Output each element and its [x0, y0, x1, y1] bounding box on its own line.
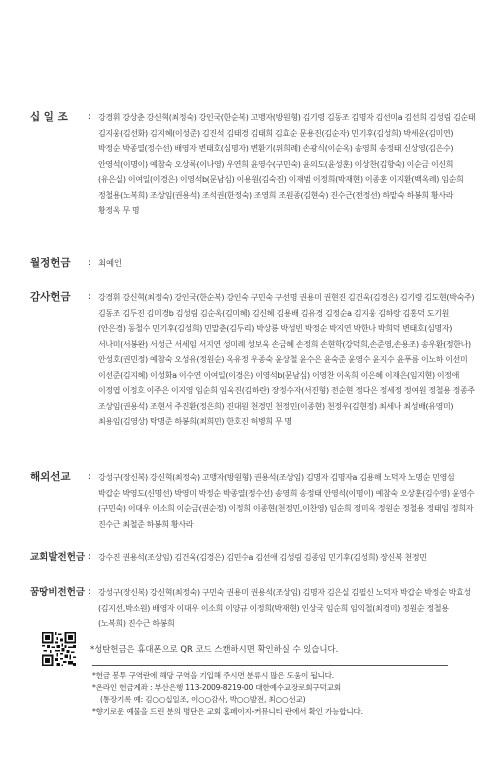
tithe-colon: :: [88, 112, 92, 122]
overseas-names: 강성구(장신복) 강신혁(최정숙) 고맹자(방원형) 권용석(조상임) 김명자 김명자a 김용해 노덕자 노명순 민영심 박갑순 박영도(신명선) 박영미 박정순 박종열(정수선) 송영희 송정태 안영석(이명이) 예참숙 오상훈(김수영) 윤영수(구민숙) 이대우 이소희 이순금(권순정) 이정희 이종현(천정민,이찬영) 임순희 정미옥 정원순 정철용 정태임 정희자 진수근 최철준 하봉희 황사라: [98, 473, 475, 529]
tithe-label: 십 일 조: [30, 111, 68, 123]
overseas-label: 해외선교: [30, 471, 71, 483]
note-envelope: *헌금 봉투 구역란에 해당 구역을 기입해 주시면 분류시 많은 도움이 됩니다.: [92, 671, 335, 680]
note-bank-example: (통장기록 예: 김○○십일조, 이○○감사, 박○○발전, 최○○선교): [100, 695, 306, 704]
dream-seed-colon: :: [88, 587, 92, 597]
note-homepage: *향기로운 예물을 드린 분의 명단은 교회 홈페이지-커뮤니티 란에서 확인 가능합니다.: [92, 707, 363, 716]
thanks-label: 감사헌금: [30, 291, 71, 303]
dream-seed-names: 강성구(장신복) 강신혁(최정숙) 구민숙 권용미 권용석(조상임) 김명자 김은실 김필신 노덕자 박갑순 박정순 박효성(김지선,박소원) 배영자 이대우 이소희 이양규 이정희(박재현) 인상국 임순희 임익철(최경미) 정원순 정철용(노복희) 진수근 하봉희: [98, 588, 471, 628]
church-building-colon: :: [88, 552, 92, 562]
thanks-colon: :: [88, 292, 92, 302]
church-building-names: 강수진 권용석(조상임) 김건욱(김경은) 김민수a 김선애 김성림 김종임 민기후(김성희) 장신복 천정민: [98, 553, 427, 562]
thanks-section: [30, 290, 476, 430]
monthly-colon: :: [88, 258, 92, 268]
church-building-section: [30, 550, 476, 566]
dream-seed-section: [30, 585, 476, 632]
dream-seed-label: 꿈땅비전헌금: [30, 587, 86, 598]
qr-note: *성탄헌금은 휴대폰으로 QR 코드 스캔하시면 확인하실 수 있습니다.: [90, 644, 339, 654]
note-bank-account: *온라인 헌금계좌 : 부산은행 113-2009-8219-00 대한예수교장로회구덕교회: [92, 683, 341, 692]
qr-code-icon[interactable]: [42, 632, 76, 666]
monthly-label: 월정헌금: [30, 257, 71, 269]
notes-block: [92, 670, 472, 718]
overseas-colon: :: [88, 472, 92, 482]
divider: [92, 665, 448, 666]
monthly-names: 최예인: [98, 258, 122, 268]
tithe-names: 강경휘 강상춘 강신혁(최정숙) 강인국(한순복) 고맹자(방원형) 김기령 김동조 김명자 김선미a 김선희 김성림 김순태 김지웅(김선화) 김지혜(이성준) 김진석 김태경 김태희 김효순 문용진(김순자) 민기후(김성희) 박세운(김미연) 박정순 박종열(정수선) 배영자 변태호(심명자) 변환기(위희례) 손광식(이순옥) 송영희 송정태 신상영(김은수) 안영석(이명이) 예참숙 오상록(이나영) 우연희 윤영수(구민숙) 윤의도(윤성훈) 이상찬(김향숙) 이순금 이신희(유은실) 이여일(이경은) 이영석b(문남심) 이용원(김숙진) 이재범 이정희(박재현) 이종훈 이지환(백옥례) 임순희 정철용(노복희) 조상임(권용석) 조석권(한정숙) 조영희 조원종(김현숙) 진수근(전정선) 하맡숙 하봉희 황사라 황정옥 무 명: [98, 113, 476, 215]
monthly-section: [30, 256, 476, 272]
church-building-label: 교회발전헌금: [30, 552, 86, 563]
thanks-names: 강경휘 강신혁(최정숙) 강인국(한순복) 강인숙 구민숙 구선명 권용미 권현진 김건욱(김경은) 김기령 김도현(박숙주) 김동조 김두진 김미경b 김성림 김순옥(김미혜) 김신혜 김용배 김유경 김정순a 김지웅 김하랑 김홍덕 도기원(안은경) 동철수 민기후(김성희) 민말춘(김두리) 박상룡 박성빈 박정순 박지연 박한나 박희덕 변태호(심명자) 서나미(서봉완) 서성근 서세임 서지연 성미례 성보욱 손금혜 손정희 손현학(강덕희,손준영,손용조) 송우환(정한나) 안성호(권민정) 예참숙 오성유(정원순) 옥유정 우종숙 윤상철 윤수은 윤숙준 윤영수 윤지수 윤푸름 이노하 이선미 이선준(김지혜) 이성화a 이수연 이여일(이경은) 이영석b(문남심) 이영찬 이옥희 이은혜 이재은(임지현) 이정애 이정엽 이정호 이주은 이지영 임순희 임욱진(김하란) 장정수자(서진형) 전순현 정다은 정세정 정여원 정철용 정종주 조상임(권용석) 조현서 주진환(정은희) 진대원 천경민 천정민(이종현) 천정우(김현정) 최세나 최성배(유영미) 최용임(김영상) 탁명준 하봉희(최희민) 한호진 허병희 무 명: [98, 293, 475, 426]
tithe-section: [30, 110, 476, 219]
overseas-section: [30, 470, 476, 532]
